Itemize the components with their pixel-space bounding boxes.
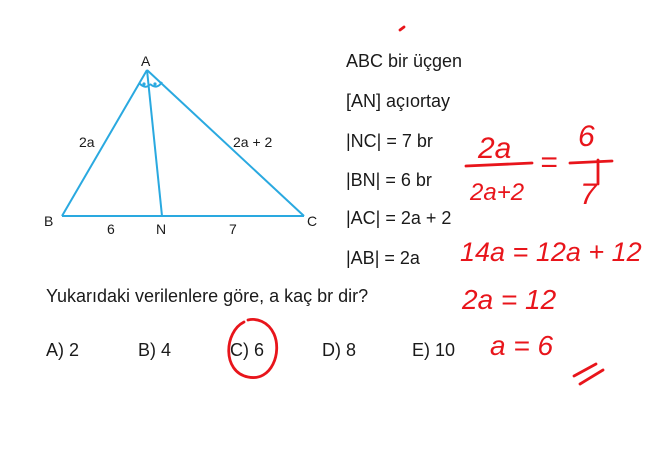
given-bn: |BN| = 6 br bbox=[346, 170, 432, 190]
frac-denominator-left: 2a+2 bbox=[470, 179, 525, 206]
answer-circle bbox=[229, 319, 277, 377]
point-n-label: N bbox=[156, 221, 167, 237]
work-line-3: 2a = 12 bbox=[462, 284, 557, 315]
vertex-c-label: C bbox=[307, 213, 318, 229]
stray-ink-tick bbox=[400, 27, 404, 30]
frac-numerator-left: 2a bbox=[478, 132, 512, 165]
side-ab-label: 2a bbox=[79, 134, 95, 150]
side-ac-label: 2a + 2 bbox=[233, 134, 273, 150]
underline-marks bbox=[574, 364, 603, 384]
work-line-4: a = 6 bbox=[490, 330, 554, 361]
segment-nc-label: 7 bbox=[229, 221, 237, 237]
option-a[interactable]: A) 2 bbox=[46, 340, 80, 360]
question-text: Yukarıdaki verilenlere göre, a kaç br dir? bbox=[46, 286, 369, 306]
frac-denominator-right: 7 bbox=[580, 178, 597, 211]
fraction-bar-right bbox=[570, 161, 612, 163]
frac-equals: = bbox=[540, 146, 558, 179]
option-c[interactable]: C) 6 bbox=[230, 340, 265, 360]
vertex-b-label: B bbox=[44, 213, 54, 229]
option-e[interactable]: E) 10 bbox=[412, 340, 456, 360]
frac-numerator-right: 6 bbox=[578, 120, 595, 153]
option-d[interactable]: D) 8 bbox=[322, 340, 357, 360]
given-bisector: [AN] açıortay bbox=[346, 91, 451, 111]
option-b[interactable]: B) 4 bbox=[138, 340, 172, 360]
vertex-a-label: A bbox=[141, 53, 151, 69]
given-ab: |AB| = 2a bbox=[346, 248, 420, 268]
given-ac: |AC| = 2a + 2 bbox=[346, 208, 452, 228]
given-triangle: ABC bir üçgen bbox=[346, 51, 463, 71]
work-line-2: 14a = 12a + 12 bbox=[460, 237, 642, 267]
segment-bn-label: 6 bbox=[107, 221, 115, 237]
given-nc: |NC| = 7 br bbox=[346, 131, 433, 151]
